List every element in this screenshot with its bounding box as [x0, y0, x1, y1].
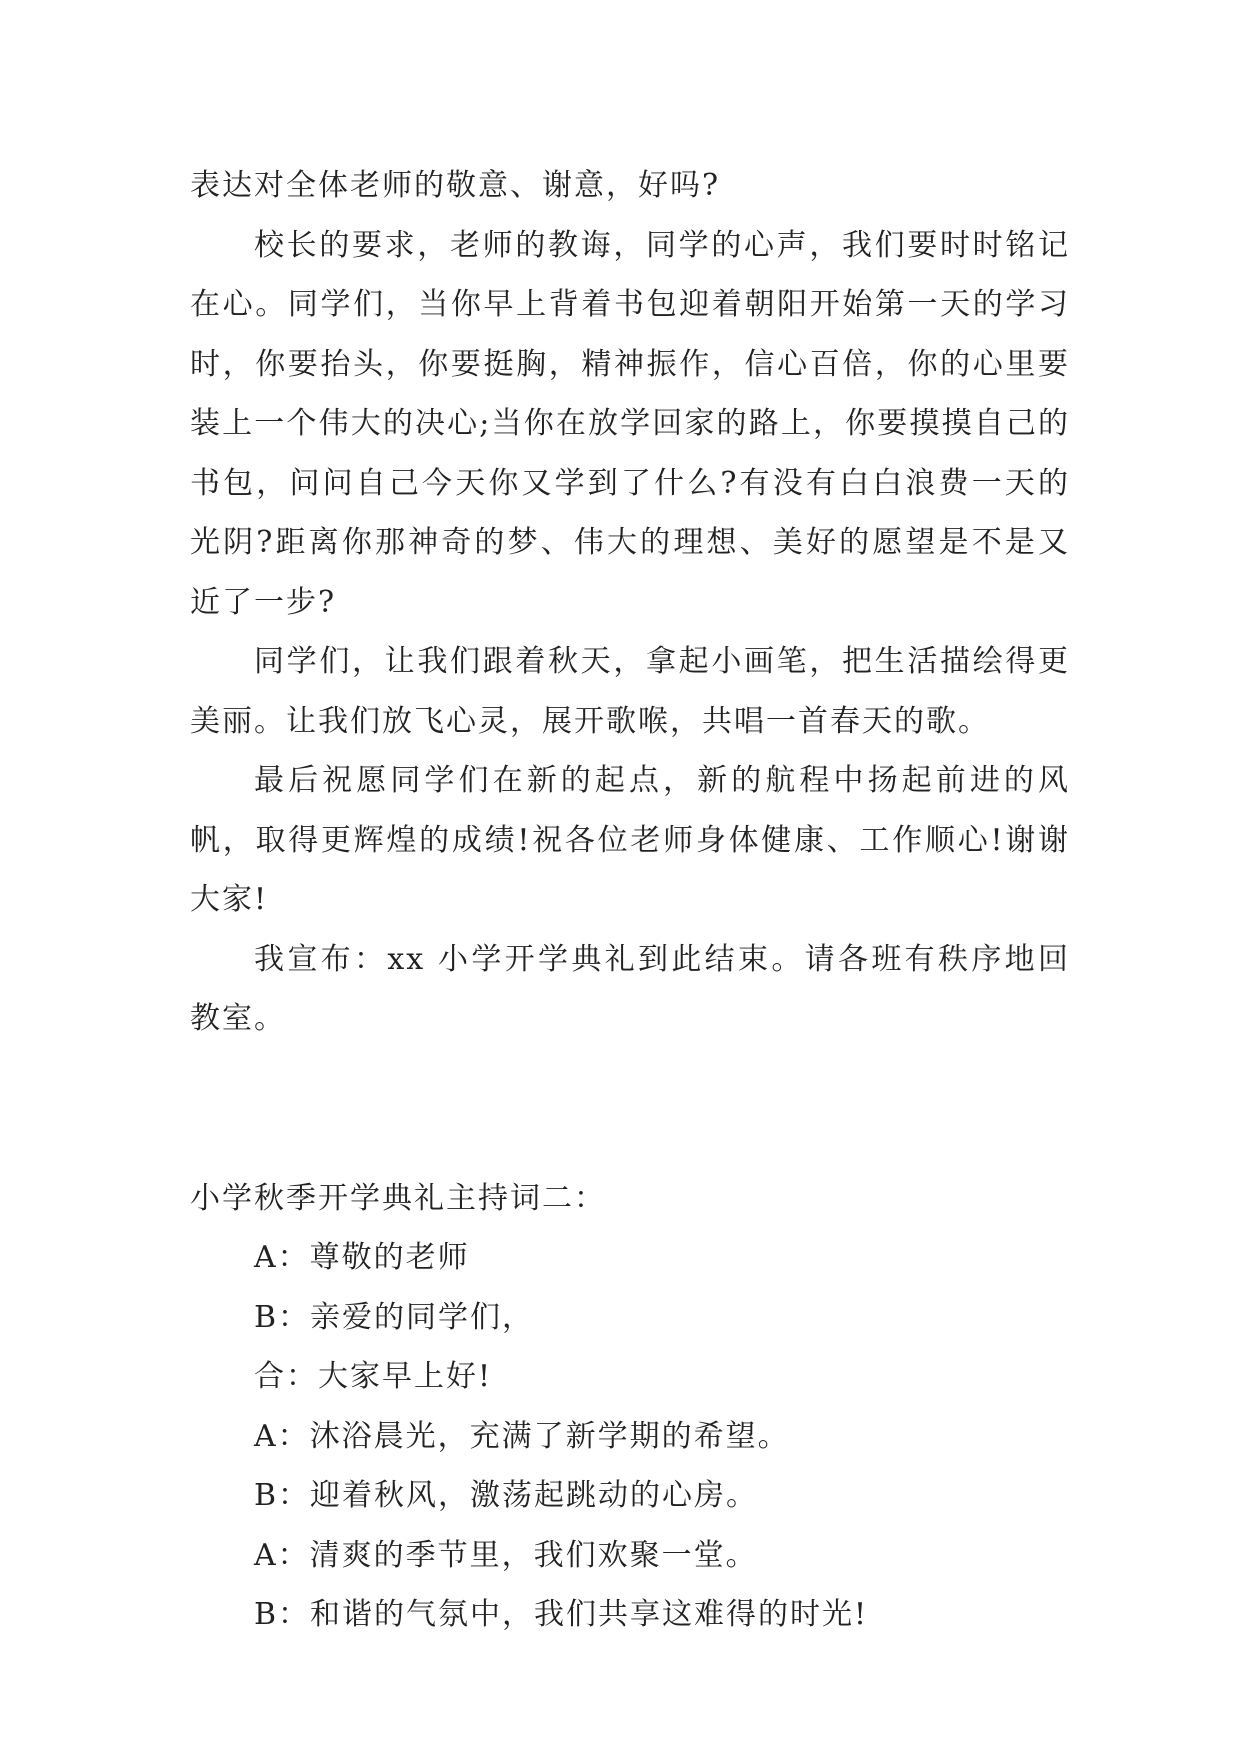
- dialog-line: B：和谐的气氛中，我们共享这难得的时光!: [254, 1597, 869, 1632]
- section-heading: 小学秋季开学典礼主持词二：: [190, 1180, 606, 1216]
- dialog-line: A：尊敬的老师: [254, 1240, 470, 1275]
- dialog-line: A：清爽的季节里，我们欢聚一堂。: [254, 1537, 758, 1573]
- paragraph-autumn: 同学们，让我们跟着秋天，拿起小画笔，把生活描绘得更美丽。让我们放飞心灵，展开歌喉，共唱一首春天的歌。: [190, 644, 1070, 739]
- section-spacer: [190, 1049, 1070, 1169]
- dialog-line: A：沐浴晨光，充满了新学期的希望。: [254, 1418, 790, 1454]
- dialog-line: 合：大家早上好!: [254, 1359, 493, 1394]
- paragraph-announcement: 我宣布：xx 小学开学典礼到此结束。请各班有秩序地回教室。: [190, 941, 1070, 1036]
- paragraph-reminder: 校长的要求，老师的教诲，同学的心声，我们要时时铭记在心。同学们，当你早上背着书包迎着朝阳开始第一天的学习时，你要抬头，你要挺胸，精神振作，信心百倍，你的心里要装上一个伟大的决心;当你在放学回家的路上，你要摸摸自己的书包，问问自己今天你又学到了什么?有没有白白浪费一天的光阴?距离你那神奇的梦、伟大的理想、美好的愿望是不是又近了一步?: [190, 227, 1070, 620]
- paragraph-closing-line: 表达对全体老师的敬意、谢意，好吗?: [190, 168, 721, 203]
- dialog-line: B：亲爱的同学们，: [254, 1299, 535, 1335]
- document-body: [190, 156, 1070, 1645]
- dialog-line: B：迎着秋风，激荡起跳动的心房。: [254, 1478, 759, 1513]
- paragraph-wishes: 最后祝愿同学们在新的起点，新的航程中扬起前进的风帆，取得更辉煌的成绩!祝各位老师身体健康、工作顺心!谢谢大家!: [190, 763, 1070, 917]
